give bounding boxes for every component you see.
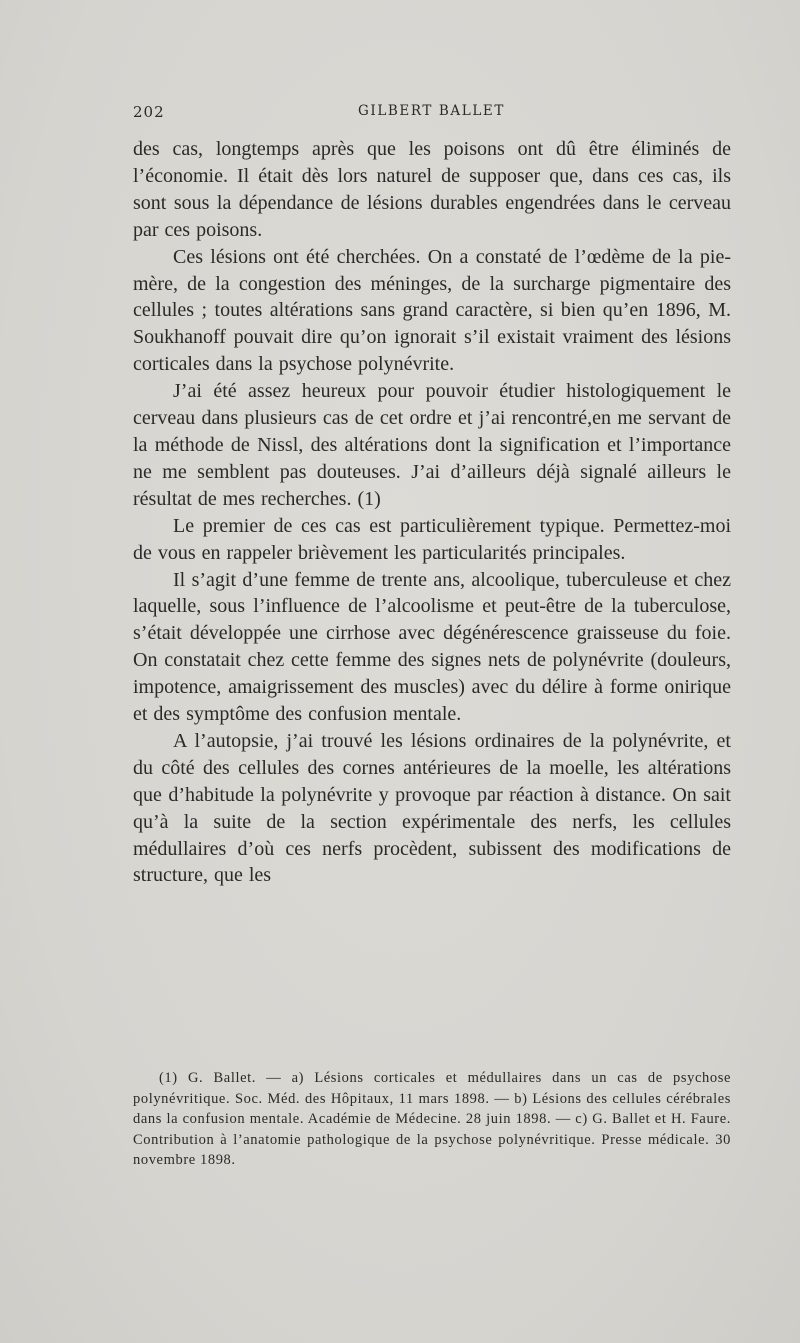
running-head <box>133 103 731 127</box>
paragraph-6: A l’autopsie, j’ai trouvé les lésions ordinaires de la polynévrite, et du côté des cellules des cornes antérieures de la moelle, les altérations que d’habitude la polynévrite y provoque par réaction à distance. On sait qu’à la suite de la section expérimentale des nerfs, les cellules médullaires d’où ces nerfs procèdent, subissent des modifications de structure, que les <box>133 729 731 887</box>
paragraph-1: des cas, longtemps après que les poisons ont dû être éliminés de l’économie. Il était dès lors naturel de supposer que, dans ces cas, ils sont sous la dépendance de lésions durables engendrées dans le cerveau par ces poisons. <box>133 138 731 241</box>
paragraph-4: Le premier de ces cas est particulièrement typique. Permettez-moi de vous en rappeler brièvement les particularités principales. <box>133 514 731 564</box>
page-number: 202 <box>133 103 165 121</box>
paragraph-2: Ces lésions ont été cherchées. On a constaté de l’œdème de la pie-mère, de la congestion des méninges, de la surcharge pigmentaire des cellules ; toutes altérations sans grand caractère, si bien qu’en 1896, M. Soukhanoff pouvait dire qu’on ignorait s’il existait vraiment des lésions corticales dans la psychose polynévrite. <box>133 245 731 376</box>
running-title: GILBERT BALLET <box>358 103 505 119</box>
body-text <box>133 136 731 889</box>
paragraph-5: Il s’agit d’une femme de trente ans, alcoolique, tuberculeuse et chez laquelle, sous l’influence de l’alcoolisme et peut-être de la tuberculose, s’était développée une cirrhose avec dégénérescence graisseuse du foie. On constatait chez cette femme des signes nets de polynévrite (douleurs, impotence, amaigrissement des muscles) avec du délire à forme onirique et des symptôme des confusion mentale. <box>133 568 731 726</box>
footnote: (1) G. Ballet. — a) Lésions corticales et médullaires dans un cas de psychose polynévritique. Soc. Méd. des Hôpitaux, 11 mars 1898. — b) Lésions des cellules cérébrales dans la confusion mentale. Académie de Médecine. 28 juin 1898. — c) G. Ballet et H. Faure. Contribution à l’anatomie pathologique de la psychose polynévritique. Presse médicale. 30 novembre 1898. <box>133 1070 731 1168</box>
paragraph-3: J’ai été assez heureux pour pouvoir étudier histologiquement le cerveau dans plusieurs cas de cet ordre et j’ai rencontré,en me servant de la méthode de Nissl, des altérations dont la signification et l’importance ne me semblent pas douteuses. J’ai d’ailleurs déjà signalé ailleurs le résultat de mes recherches. (1) <box>133 380 731 510</box>
